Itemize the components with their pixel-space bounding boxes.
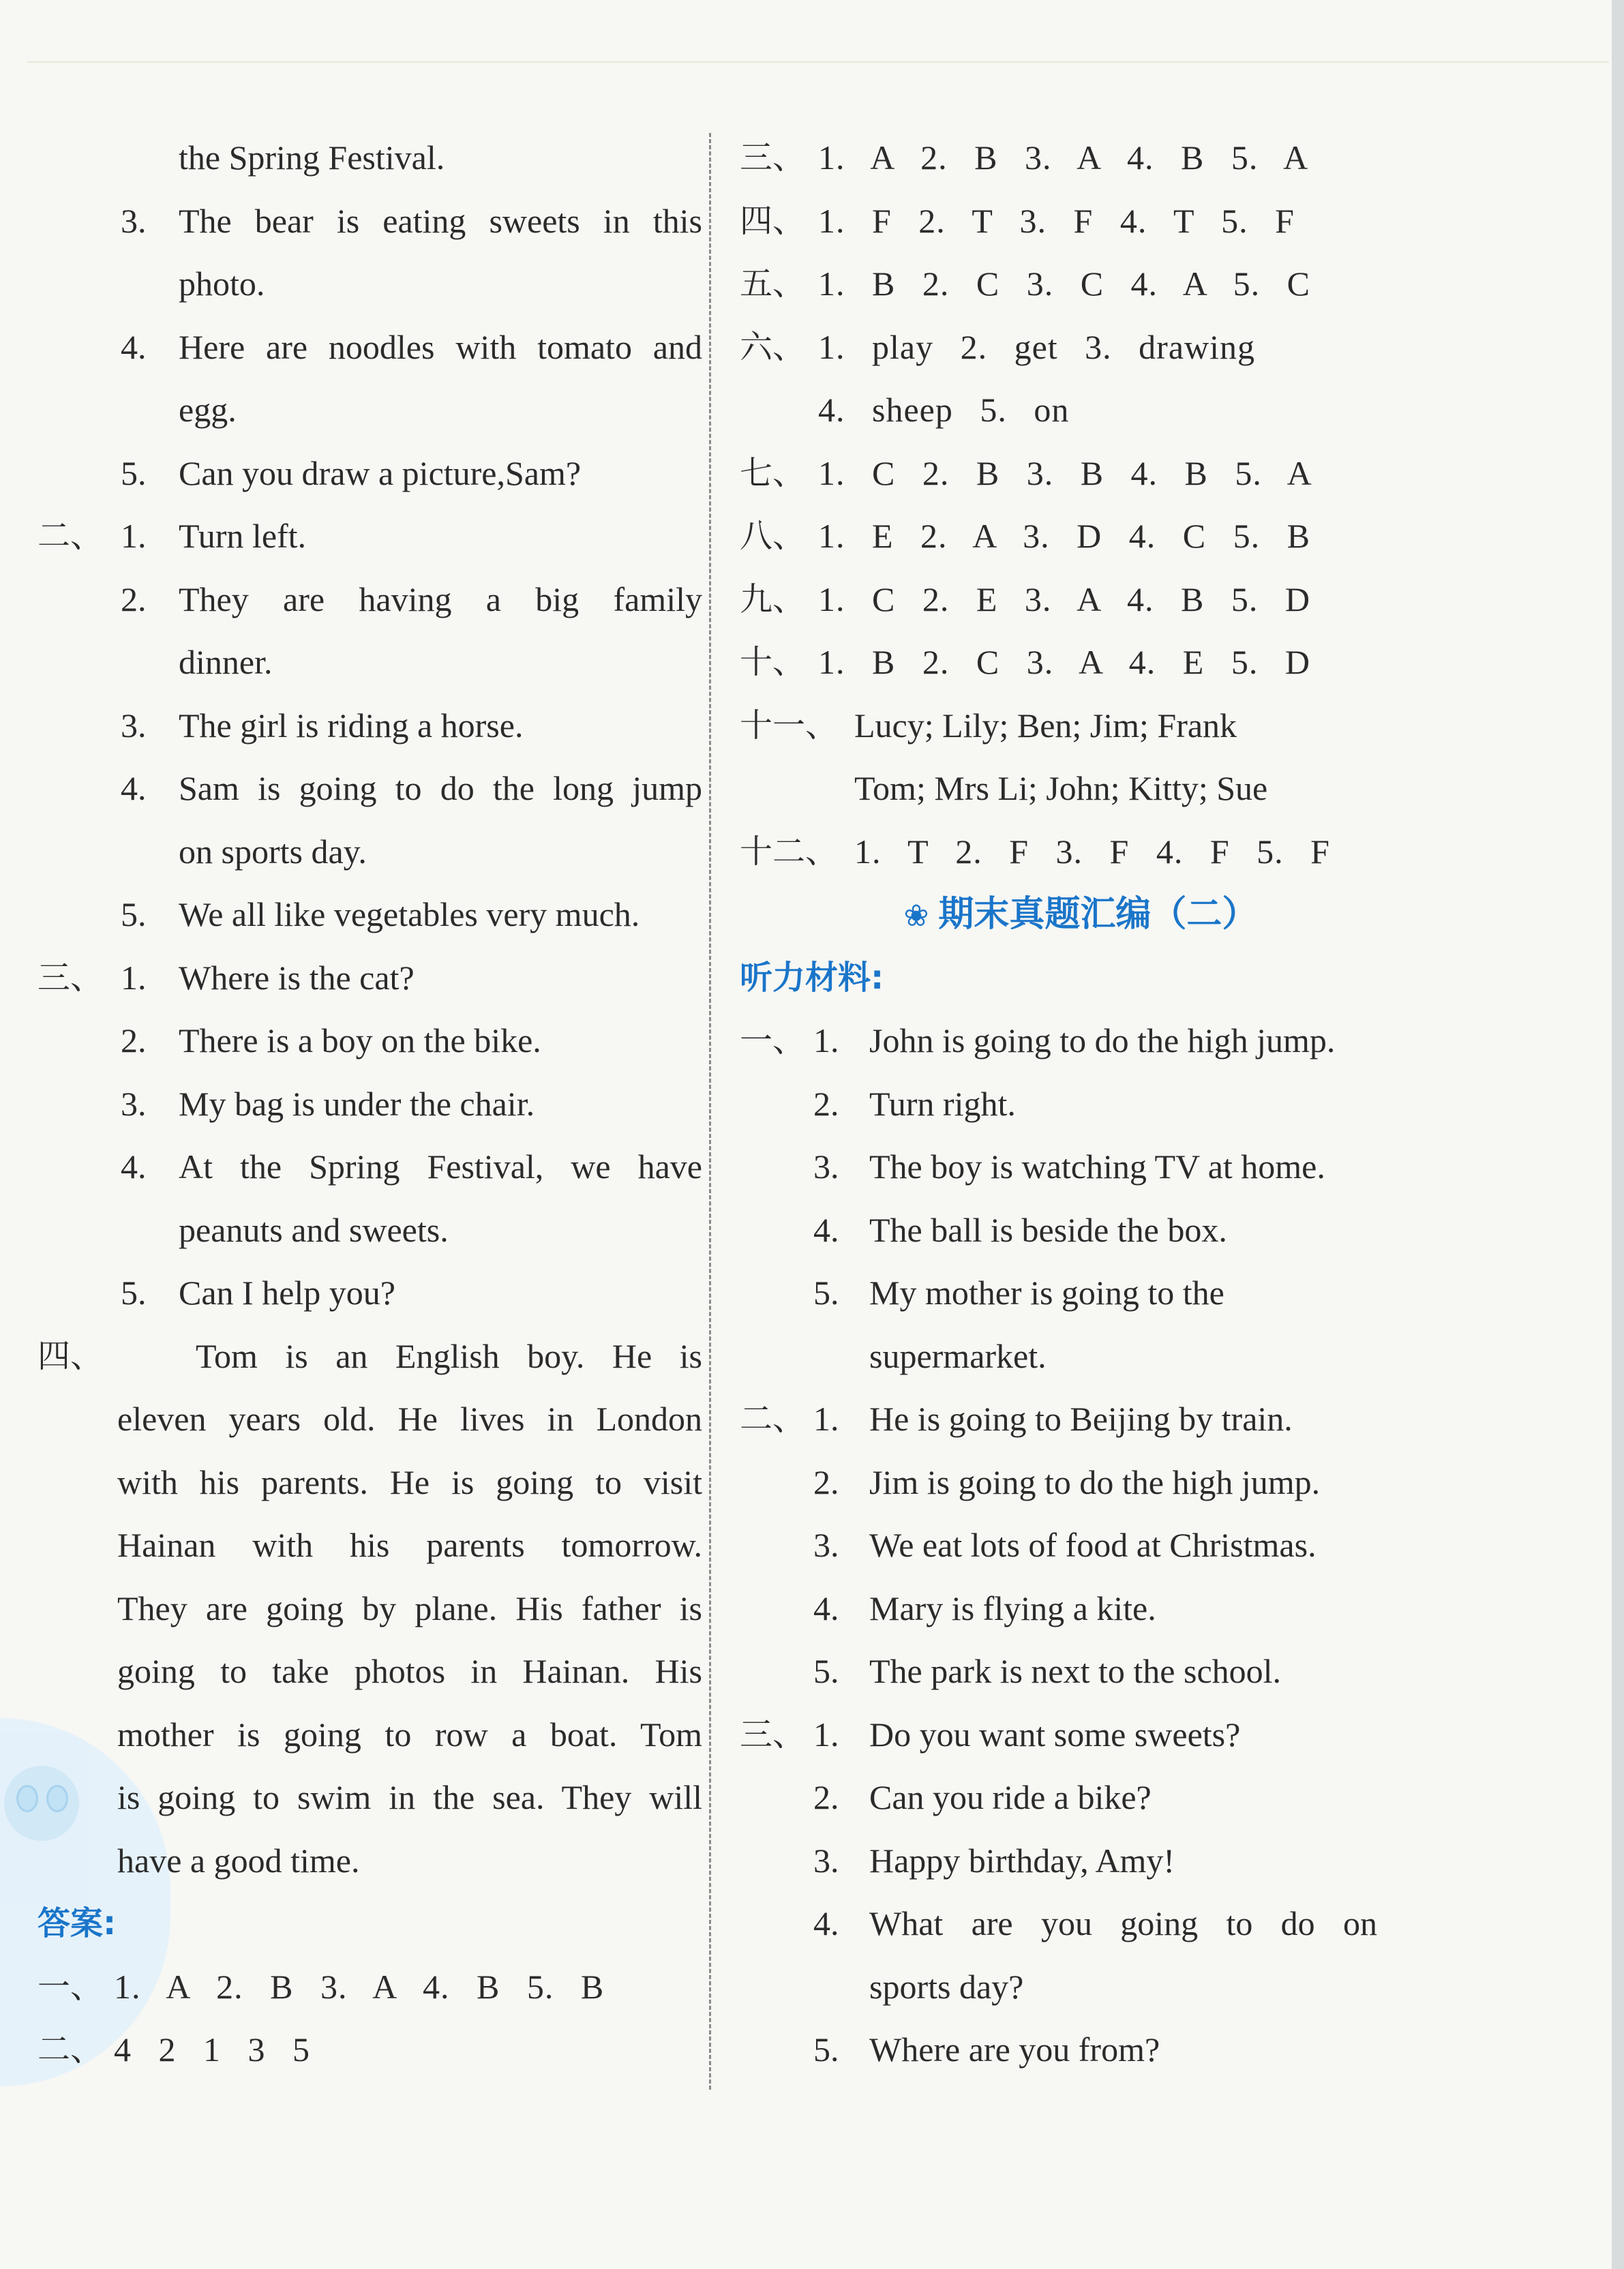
answer-text: 1. B 2. C 3. C 4. A 5. C	[818, 265, 1310, 303]
paragraph-text: have a good time.	[117, 1841, 360, 1880]
list-item	[740, 1072, 1422, 1136]
list-item	[37, 757, 702, 820]
section-mark: 十二、	[740, 832, 839, 871]
answer-text: 1. C 2. B 3. B 4. B 5. A	[818, 453, 1312, 492]
item-text: My mother is going to the	[869, 1274, 1224, 1312]
line-text: dinner.	[179, 643, 273, 681]
list-item	[740, 1766, 1422, 1829]
answer-text: 1. E 2. A 3. D 4. C 5. B	[818, 517, 1310, 555]
list-item	[740, 1387, 1422, 1451]
item-text: The bear is eating sweets in this	[179, 201, 702, 240]
list-item	[740, 1261, 1422, 1325]
answer-row	[740, 316, 1422, 379]
section-title-text: 期末真题汇编（二）	[938, 894, 1258, 935]
paragraph-line	[37, 1766, 702, 1829]
left-column	[37, 126, 702, 2082]
text-line	[37, 252, 702, 316]
top-rule	[27, 61, 1609, 63]
section-mark: 三、	[37, 958, 104, 997]
section-mark: 四、	[740, 201, 806, 240]
text-line	[740, 1955, 1422, 2019]
item-number: 4.	[813, 1210, 839, 1249]
item-text: The ball is beside the box.	[869, 1210, 1227, 1249]
list-item	[740, 1451, 1422, 1514]
answer-row	[740, 505, 1422, 568]
item-number: 5.	[813, 1652, 839, 1690]
section-title	[740, 883, 1422, 946]
paragraph-line	[37, 1640, 702, 1703]
item-number: 5.	[813, 1274, 839, 1312]
item-number: 2.	[121, 580, 147, 618]
page-edge	[1612, 0, 1624, 2269]
line-text: photo.	[179, 265, 265, 303]
item-text: At the Spring Festival, we have	[179, 1147, 702, 1186]
paragraph-text: Hainan with his parents tomorrow.	[117, 1526, 702, 1564]
paragraph-line	[37, 1577, 702, 1640]
item-number: 3.	[121, 201, 147, 240]
text-line	[37, 631, 702, 694]
line-text: on sports day.	[179, 832, 367, 871]
list-item	[740, 1703, 1422, 1767]
item-number: 2.	[813, 1778, 839, 1816]
list-item	[740, 1892, 1422, 1955]
list-item	[37, 568, 702, 631]
answer-text: 1. A 2. B 3. A 4. B 5. A	[818, 138, 1309, 177]
list-item	[740, 1640, 1422, 1703]
item-number: 2.	[813, 1084, 839, 1123]
item-text: Where are you from?	[869, 2030, 1160, 2069]
paragraph-text: mother is going to row a boat. Tom	[117, 1715, 702, 1754]
item-text: What are you going to do on	[869, 1904, 1377, 1942]
item-text: The park is next to the school.	[869, 1652, 1282, 1690]
section-mark: 五、	[740, 265, 806, 303]
paragraph-line	[37, 1829, 702, 1893]
list-item	[740, 1135, 1422, 1199]
answer-row	[740, 190, 1422, 253]
paragraph-line	[37, 1703, 702, 1767]
paragraph-text: Tom is an English boy. He is	[196, 1336, 702, 1375]
item-text: Mary is flying a kite.	[869, 1589, 1156, 1627]
paragraph-text: They are going by plane. His father is	[117, 1589, 702, 1627]
line-text: egg.	[179, 391, 237, 429]
list-item	[37, 1261, 702, 1325]
item-number: 5.	[121, 453, 147, 492]
item-number: 1.	[813, 1715, 839, 1754]
item-number: 1.	[121, 958, 147, 997]
item-text: My bag is under the chair.	[179, 1084, 535, 1123]
section-mark: 一、	[740, 1021, 806, 1060]
listening-label-text: 听力材料:	[740, 958, 884, 997]
item-number: 3.	[121, 1084, 147, 1123]
list-item	[740, 1577, 1422, 1640]
answer-row	[740, 568, 1422, 631]
item-text: The girl is riding a horse.	[179, 706, 524, 745]
line-text: sports day?	[869, 1967, 1024, 2006]
list-item	[37, 505, 702, 568]
answer-text: 1. A 2. B 3. A 4. B 5. B	[114, 1967, 605, 2006]
item-number: 2.	[813, 1462, 839, 1501]
item-text: Happy birthday, Amy!	[869, 1841, 1175, 1880]
item-text: Can you ride a bike?	[869, 1778, 1152, 1816]
list-item	[740, 2018, 1422, 2082]
answers-label-text: 答案:	[37, 1904, 117, 1942]
item-text: We all like vegetables very much.	[179, 895, 640, 933]
answers-label	[37, 1892, 702, 1955]
answer-row	[740, 442, 1422, 505]
answer-text: 4 2 1 3 5	[114, 2030, 310, 2069]
answer-text: 1. C 2. E 3. A 4. B 5. D	[818, 580, 1310, 618]
item-number: 2.	[121, 1021, 147, 1060]
list-item	[37, 1009, 702, 1072]
item-text: Turn right.	[869, 1084, 1016, 1123]
answer-text: 1. B 2. C 3. A 4. E 5. D	[818, 643, 1310, 681]
item-text: There is a boy on the bike.	[179, 1021, 541, 1060]
item-number: 4.	[813, 1589, 839, 1627]
section-mark: 六、	[740, 327, 806, 366]
item-number: 5.	[813, 2030, 839, 2069]
answer-text: Tom; Mrs Li; John; Kitty; Sue	[854, 769, 1268, 807]
item-text: Jim is going to do the high jump.	[869, 1462, 1321, 1501]
list-item	[37, 1072, 702, 1136]
answer-row	[740, 757, 1422, 820]
list-item	[740, 1009, 1422, 1072]
section-mark: 八、	[740, 517, 806, 555]
paragraph-line	[37, 1514, 702, 1577]
list-item	[37, 946, 702, 1010]
answer-text: Lucy; Lily; Ben; Jim; Frank	[854, 706, 1237, 745]
item-number: 5.	[121, 1274, 147, 1312]
text-line	[740, 1325, 1422, 1388]
item-number: 4.	[121, 327, 147, 366]
item-text: He is going to Beijing by train.	[869, 1400, 1293, 1438]
line-text: supermarket.	[869, 1336, 1047, 1375]
answer-row	[740, 820, 1422, 884]
answer-text: 4. sheep 5. on	[818, 391, 1070, 429]
section-mark: 十一、	[740, 706, 839, 745]
list-item	[37, 316, 702, 379]
paragraph-text: with his parents. He is going to visit	[117, 1462, 702, 1501]
item-number: 1.	[813, 1021, 839, 1060]
item-number: 4.	[813, 1904, 839, 1942]
item-text: Can you draw a picture,Sam?	[179, 453, 582, 492]
item-number: 3.	[813, 1147, 839, 1186]
item-text: Here are noodles with tomato and	[179, 327, 702, 366]
paragraph-text: going to take photos in Hainan. His	[117, 1652, 702, 1690]
item-number: 4.	[121, 1147, 147, 1186]
item-number: 3.	[813, 1841, 839, 1880]
list-item	[740, 1829, 1422, 1893]
item-number: 3.	[813, 1526, 839, 1564]
paragraph-line	[37, 1325, 702, 1388]
section-mark: 十、	[740, 643, 806, 681]
answer-row	[740, 126, 1422, 190]
answer-text: 1. play 2. get 3. drawing	[818, 327, 1256, 366]
answer-text: 1. T 2. F 3. F 4. F 5. F	[854, 832, 1330, 871]
section-mark: 三、	[740, 138, 806, 177]
answer-row	[740, 252, 1422, 316]
section-mark: 四、	[37, 1336, 104, 1375]
list-item	[37, 1135, 702, 1199]
text-line	[37, 820, 702, 884]
list-item	[740, 1514, 1422, 1577]
section-mark: 一、	[37, 1967, 104, 2006]
answer-row	[37, 1955, 702, 2019]
item-text: Do you want some sweets?	[869, 1715, 1241, 1754]
item-text: The boy is watching TV at home.	[869, 1147, 1325, 1186]
right-column	[740, 126, 1422, 2082]
list-item	[740, 1199, 1422, 1262]
item-number: 4.	[121, 769, 147, 807]
section-mark: 二、	[37, 517, 104, 555]
item-number: 5.	[121, 895, 147, 933]
paragraph-line	[37, 1451, 702, 1514]
paragraph-line	[37, 1387, 702, 1451]
item-text: Where is the cat?	[179, 958, 415, 997]
text-line	[37, 378, 702, 442]
answer-row	[740, 378, 1422, 442]
list-item	[37, 883, 702, 946]
item-text: John is going to do the high jump.	[869, 1021, 1336, 1060]
answer-row	[37, 2018, 702, 2082]
answer-row	[740, 631, 1422, 694]
text-line	[37, 126, 702, 190]
column-divider	[709, 133, 711, 2090]
paragraph-text: is going to swim in the sea. They will	[117, 1778, 702, 1816]
item-text: We eat lots of food at Christmas.	[869, 1526, 1317, 1564]
paw-icon: ❀	[903, 899, 929, 933]
list-item	[37, 694, 702, 757]
item-number: 1.	[121, 517, 147, 555]
item-text: Sam is going to do the long jump	[179, 769, 702, 807]
answer-row	[740, 694, 1422, 757]
section-mark: 九、	[740, 580, 806, 618]
section-mark: 七、	[740, 453, 806, 492]
paragraph-text: eleven years old. He lives in London	[117, 1400, 702, 1438]
list-item	[37, 190, 702, 253]
listening-label	[740, 946, 1422, 1010]
section-mark: 二、	[37, 2030, 104, 2069]
line-text: the Spring Festival.	[179, 138, 445, 177]
answer-text: 1. F 2. T 3. F 4. T 5. F	[818, 201, 1295, 240]
item-text: Can I help you?	[179, 1274, 395, 1312]
item-text: Turn left.	[179, 517, 307, 555]
section-mark: 二、	[740, 1400, 806, 1438]
item-text: They are having a big family	[179, 580, 702, 618]
line-text: peanuts and sweets.	[179, 1210, 449, 1249]
mascot-eye	[16, 1785, 38, 1812]
list-item	[37, 442, 702, 505]
item-number: 3.	[121, 706, 147, 745]
section-mark: 三、	[740, 1715, 806, 1754]
item-number: 1.	[813, 1400, 839, 1438]
text-line	[37, 1199, 702, 1262]
